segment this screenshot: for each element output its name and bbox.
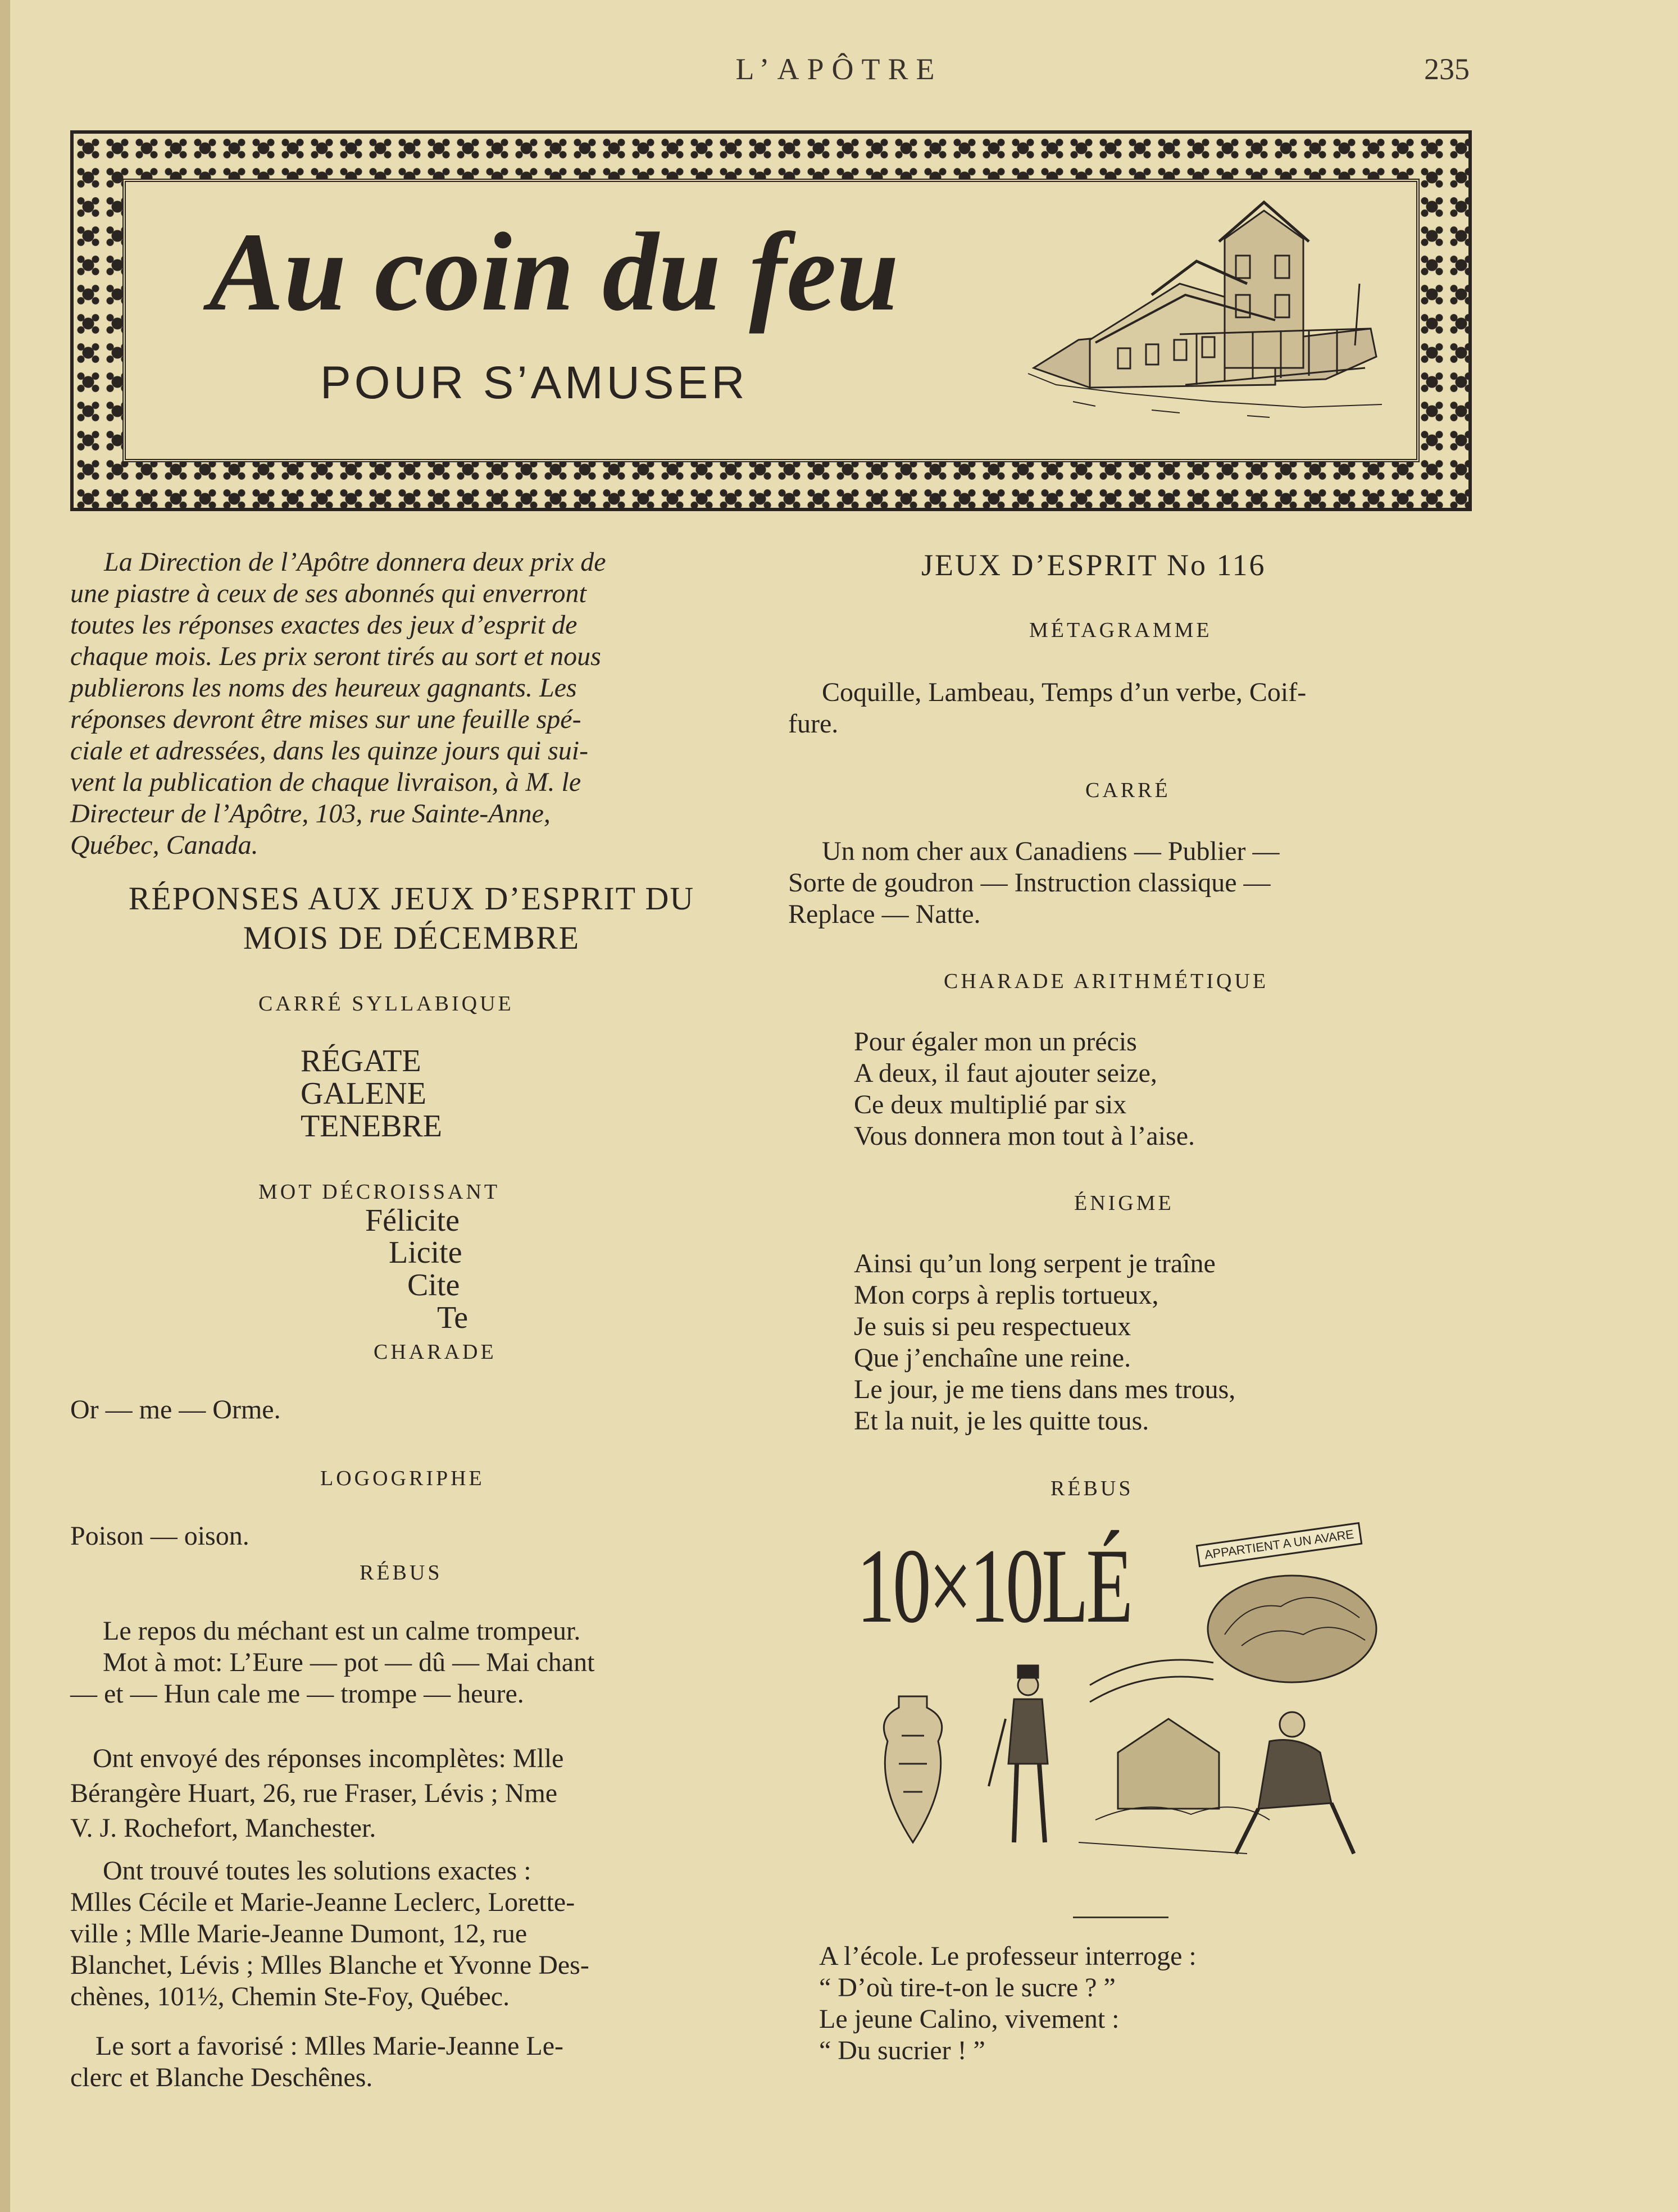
intro-line: réponses devront être mises sur une feuille spé- — [70, 704, 581, 734]
rebus-answer — [70, 1615, 594, 1710]
intro-line: Directeur de l’Apôtre, 103, rue Sainte-Anne, — [70, 799, 551, 829]
intro-line: La Direction de l’Apôtre donnera deux prix de — [104, 547, 606, 577]
rebus-answer-label: RÉBUS — [360, 1561, 443, 1585]
joke-line: A l’école. Le professeur interroge : — [819, 1941, 1197, 1971]
intro-line: une piastre à ceux de ses abonnés qui enverront — [70, 579, 586, 608]
joke — [819, 1941, 1197, 2067]
verse-line: A deux, il faut ajouter seize, — [854, 1058, 1157, 1088]
incomplete-line: Ont envoyé des réponses incomplètes: Mlle — [93, 1744, 564, 1773]
verse-line: Et la nuit, je les quitte tous. — [854, 1406, 1149, 1436]
winners — [70, 2031, 563, 2093]
carre-line: Un nom cher aux Canadiens — Publier — — [822, 836, 1280, 866]
rebus-image-text: 10×10LÉ — [857, 1527, 1131, 1645]
mot-decroissant-word: Licite — [389, 1235, 462, 1270]
exact-line: chènes, 101½, Chemin Ste-Foy, Québec. — [70, 1982, 510, 2011]
incomplete-line: V. J. Rochefort, Manchester. — [70, 1813, 376, 1843]
incomplete-line: Bérangère Huart, 26, rue Fraser, Lévis ; Nme — [70, 1778, 558, 1808]
carre-syllabique-words — [301, 1045, 442, 1143]
divider-rule — [1073, 1917, 1168, 1918]
running-title: L’APÔTRE — [735, 52, 943, 86]
joke-line: “ D’où tire-t-on le sucre ? ” — [819, 1973, 1116, 2002]
rebus-answer-line: — et — Hun cale me — trompe — heure. — [70, 1679, 524, 1709]
answers-heading — [70, 879, 753, 958]
mot-decroissant-word: Félicite — [365, 1203, 460, 1238]
metagramme-line: fure. — [788, 709, 839, 739]
carre-word: GALENE — [301, 1076, 426, 1111]
puzzles-heading: JEUX D’ESPRIT No 116 — [921, 548, 1266, 582]
charade-label: CHARADE — [374, 1340, 497, 1364]
intro-line: Québec, Canada. — [70, 830, 258, 860]
logogriphe-label: LOGOGRIPHE — [320, 1467, 485, 1490]
intro-line: publierons les noms des heureux gagnants. Les — [70, 673, 577, 703]
winners-line: Le sort a favorisé : Mlles Marie-Jeanne Le- — [96, 2031, 563, 2061]
exact-line: Blanchet, Lévis ; Mlles Blanche et Yvonne Des- — [70, 1950, 589, 1980]
page-number: 235 — [1424, 52, 1470, 86]
mot-decroissant-label: MOT DÉCROISSANT — [258, 1180, 501, 1204]
enigme-label: ÉNIGME — [1074, 1191, 1174, 1215]
rebus-banner: APPARTIENT A UN AVARE — [1196, 1522, 1363, 1568]
metagramme-label: MÉTAGRAMME — [1029, 618, 1212, 642]
verse-line: Que j’enchaîne une reine. — [854, 1343, 1131, 1373]
page-edge — [0, 0, 10, 2212]
verse-line: Pour égaler mon un précis — [854, 1027, 1137, 1057]
verse-line: Ce deux multiplié par six — [854, 1090, 1127, 1119]
carre-word: RÉGATE — [301, 1044, 421, 1078]
verse-line: Mon corps à replis tortueux, — [854, 1280, 1159, 1310]
intro-line: chaque mois. Les prix seront tirés au sort et nous — [70, 641, 601, 671]
joke-line: “ Du sucrier ! ” — [819, 2036, 985, 2065]
exact-line: Ont trouvé toutes les solutions exactes : — [103, 1856, 531, 1886]
exact-line: Mlles Cécile et Marie-Jeanne Leclerc, Lorette- — [70, 1887, 575, 1917]
answers-heading-line: MOIS DE DÉCEMBRE — [243, 920, 580, 956]
banner-subtitle: POUR S’AMUSER — [320, 357, 748, 408]
intro-line: ciale et adressées, dans les quinze jours qui sui- — [70, 736, 589, 766]
mot-decroissant-word: Cite — [407, 1268, 460, 1303]
carre-syllabique-label: CARRÉ SYLLABIQUE — [258, 992, 514, 1016]
intro-paragraph — [70, 547, 606, 861]
mot-decroissant-word: Te — [437, 1300, 469, 1335]
joke-line: Le jeune Calino, vivement : — [819, 2004, 1120, 2034]
enigme-verse — [854, 1248, 1235, 1437]
intro-line: vent la publication de chaque livraison, à M. le — [70, 767, 581, 797]
charade-answer: Or — me — Orme. — [70, 1395, 281, 1424]
charade-arith-label: CHARADE ARITHMÉTIQUE — [944, 970, 1269, 993]
logogriphe-answer: Poison — oison. — [70, 1521, 249, 1551]
answers-heading-line: RÉPONSES AUX JEUX D’ESPRIT DU — [128, 880, 695, 917]
verse-line: Vous donnera mon tout à l’aise. — [854, 1121, 1195, 1151]
rebus-answer-line: Mot à mot: L’Eure — pot — dû — Mai chant — [103, 1647, 595, 1677]
banner-title: Au coin du feu — [209, 210, 899, 334]
incomplete-answers — [70, 1741, 563, 1846]
carre-line: Replace — Natte. — [788, 899, 981, 929]
exact-answers — [70, 1855, 589, 2013]
winners-line: clerc et Blanche Deschênes. — [70, 2063, 373, 2092]
carre-text — [788, 836, 1280, 930]
carre-line: Sorte de goudron — Instruction classique — — [788, 868, 1271, 898]
metagramme-text — [788, 677, 1306, 740]
exact-line: ville ; Mlle Marie-Jeanne Dumont, 12, rue — [70, 1919, 527, 1949]
rebus-answer-line: Le repos du méchant est un calme trompeur. — [103, 1616, 581, 1646]
intro-line: toutes les réponses exactes des jeux d’esprit de — [70, 610, 577, 640]
charade-arith-verse — [854, 1026, 1195, 1152]
carre-label: CARRÉ — [1085, 779, 1171, 802]
verse-line: Je suis si peu respectueux — [854, 1312, 1131, 1341]
metagramme-line: Coquille, Lambeau, Temps d’un verbe, Coif- — [822, 677, 1307, 707]
verse-line: Ainsi qu’un long serpent je traîne — [854, 1249, 1216, 1278]
verse-line: Le jour, je me tiens dans mes trous, — [854, 1374, 1236, 1404]
house-illustration — [1011, 199, 1399, 435]
carre-word: TENEBRE — [301, 1109, 442, 1144]
rebus-label: RÉBUS — [1051, 1477, 1134, 1500]
